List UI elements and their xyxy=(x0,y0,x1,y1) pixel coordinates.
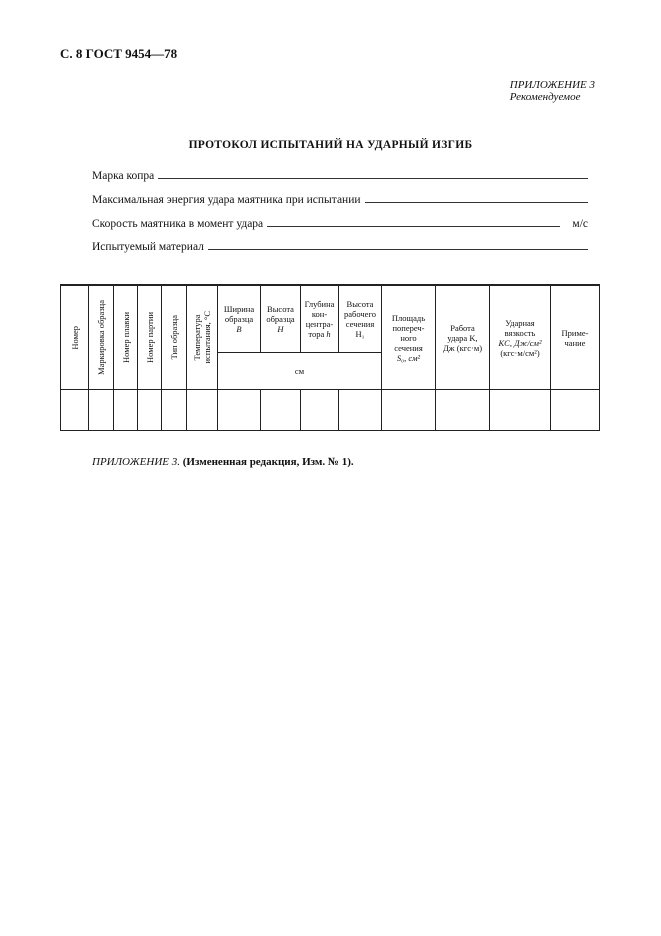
table-row xyxy=(61,390,600,431)
table-cell[interactable] xyxy=(261,390,301,431)
table-cell[interactable] xyxy=(218,390,261,431)
field-label: Марка копра xyxy=(92,170,155,182)
field-max-energy xyxy=(92,192,588,206)
header-batch-number: Номер партии xyxy=(138,285,162,390)
table-cell[interactable] xyxy=(490,390,551,431)
header-dimension-unit: см xyxy=(218,353,382,390)
table-cell[interactable] xyxy=(162,390,187,431)
table-cell[interactable] xyxy=(339,390,382,431)
table-cell[interactable] xyxy=(114,390,138,431)
header-specimen-width: Ширина образца B xyxy=(218,285,261,353)
footnote-revision: (Измененная редакция, Изм. № 1). xyxy=(182,456,354,468)
fill-line[interactable] xyxy=(208,249,588,250)
fill-line[interactable] xyxy=(158,178,588,179)
table-cell[interactable] xyxy=(89,390,114,431)
table-cell[interactable] xyxy=(436,390,490,431)
fill-line[interactable] xyxy=(365,202,588,203)
header-test-temperature: Температура испытания, °С xyxy=(187,285,218,390)
appendix-label xyxy=(510,79,595,103)
header-impact-toughness: Ударная вязкость KC, Дж/см² (кгс·м/см²) xyxy=(490,285,551,390)
page-header: С. 8 ГОСТ 9454—78 xyxy=(60,46,178,61)
header-impact-work: Работа удара K, Дж (кгс·м) xyxy=(436,285,490,390)
table-cell[interactable] xyxy=(301,390,339,431)
field-label: Испытуемый материал xyxy=(92,241,204,253)
header-note: Приме- чание xyxy=(551,285,600,390)
table-cell[interactable] xyxy=(61,390,89,431)
table-cell[interactable] xyxy=(382,390,436,431)
protocol-table xyxy=(60,284,600,431)
table-cell[interactable] xyxy=(187,390,218,431)
footnote xyxy=(92,456,354,468)
header-specimen-height: Высота образца H xyxy=(261,285,301,353)
appendix-title: ПРИЛОЖЕНИЕ 3 xyxy=(509,79,595,91)
document-title: ПРОТОКОЛ ИСПЫТАНИЙ НА УДАРНЫЙ ИЗГИБ xyxy=(188,139,473,151)
appendix-status: Рекомендуемое xyxy=(509,91,581,103)
header-number: Номер xyxy=(61,285,89,390)
header-specimen-type: Тип образца xyxy=(162,285,187,390)
field-label: Максимальная энергия удара маятника при испытании xyxy=(92,194,361,206)
header-notch-depth: Глубина кон- центра- тора h xyxy=(301,285,339,353)
field-label: Скорость маятника в момент удара xyxy=(92,218,264,230)
field-material xyxy=(92,239,588,253)
header-working-section-height: Высота рабочего сечения H₁ xyxy=(339,285,382,353)
field-unit: м/с xyxy=(572,218,588,230)
field-pendulum-speed xyxy=(92,216,588,230)
header-specimen-marking: Маркировка образца xyxy=(89,285,114,390)
field-hammer-model xyxy=(92,168,588,182)
fill-line[interactable] xyxy=(267,226,560,227)
table-cell[interactable] xyxy=(138,390,162,431)
header-heat-number: Номер плавки xyxy=(114,285,138,390)
footnote-appendix: ПРИЛОЖЕНИЕ 3. xyxy=(92,456,180,468)
header-cross-section-area: Площадь попереч- ного сечения S₀, см² xyxy=(382,285,436,390)
table-cell[interactable] xyxy=(551,390,600,431)
